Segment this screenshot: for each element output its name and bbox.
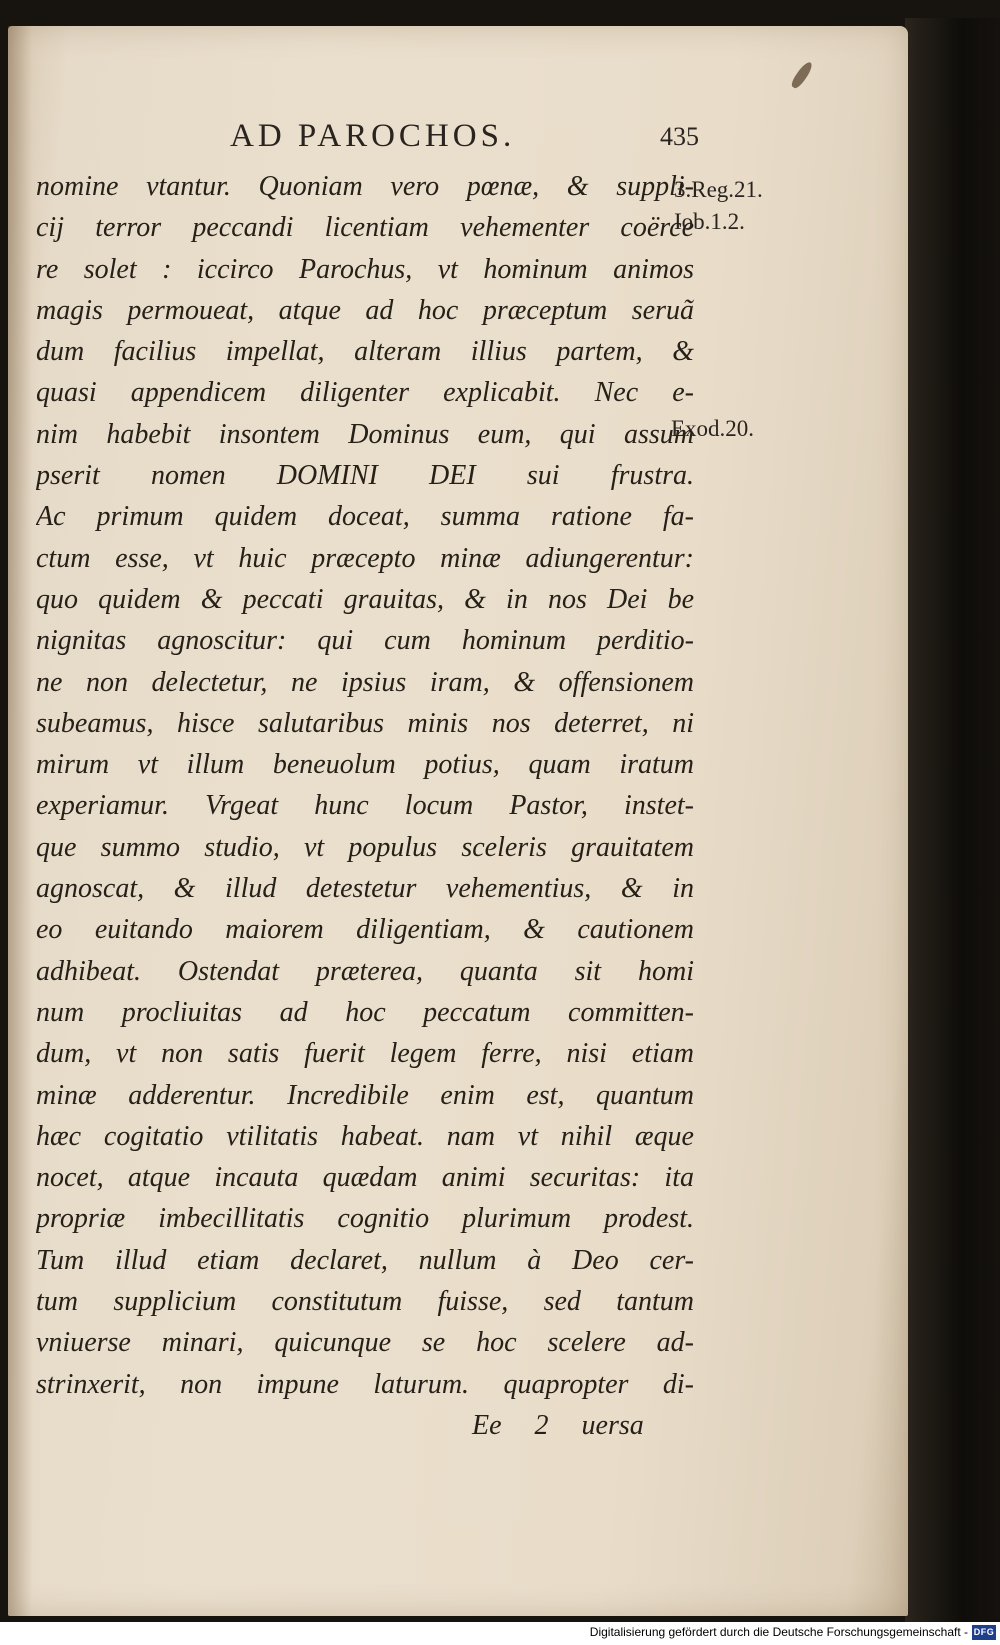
book-cover-edge bbox=[905, 18, 1000, 1622]
text-line: pserit nomen DOMINI DEI sui frustra. bbox=[36, 460, 694, 492]
running-head: AD PAROCHOS. bbox=[230, 118, 516, 154]
text-line: ctum esse, vt huic præcepto minæ adiungerentur: bbox=[36, 542, 694, 574]
funding-credit: Digitalisierung gefördert durch die Deutsche Forschungsgemeinschaft - bbox=[589, 1625, 968, 1639]
text-line: nim habebit insontem Dominus eum, qui assum bbox=[36, 418, 694, 450]
text-line: magis permoueat, atque ad hoc præceptum seruã bbox=[36, 294, 694, 326]
text-line: quo quidem & peccati grauitas, & in nos Dei be bbox=[36, 583, 694, 615]
text-line: Tum illud etiam declaret, nullum à Deo cer- bbox=[36, 1244, 694, 1276]
text-line: nignitas agnoscitur: qui cum hominum perditio- bbox=[36, 625, 694, 657]
text-line: mirum vt illum beneuolum potius, quam iratum bbox=[36, 749, 694, 781]
text-line: agnoscat, & illud detestetur vehementius, & in bbox=[36, 873, 694, 905]
dfg-logo: DFG bbox=[972, 1625, 996, 1640]
text-line: nomine vtantur. Quoniam vero pœnæ, & suppli- bbox=[36, 171, 694, 202]
text-line: dum, vt non satis fuerit legem ferre, nisi etiam bbox=[36, 1038, 694, 1070]
text-line: propriæ imbecillitatis cognitio plurimum prodest. bbox=[36, 1203, 694, 1235]
text-line: minæ adderentur. Incredibile enim est, quantum bbox=[36, 1079, 694, 1111]
page-gutter-shadow bbox=[8, 26, 32, 1616]
margin-note-reference: Exod.20. bbox=[671, 416, 755, 441]
margin-note-reference: Iob.1.2. bbox=[674, 209, 745, 234]
body-text bbox=[36, 166, 694, 1446]
text-line: nocet, atque incauta quædam animi securitas: ita bbox=[36, 1162, 694, 1194]
text-line: num procliuitas ad hoc peccatum committen- bbox=[36, 996, 694, 1028]
text-line: que summo studio, vt populus sceleris grauitatem bbox=[36, 831, 694, 863]
text-line: subeamus, hisce salutaribus minis nos deterret, ni bbox=[36, 707, 694, 739]
text-line: Ac primum quidem doceat, summa ratione fa- bbox=[36, 501, 694, 533]
text-line: quasi appendicem diligenter explicabit. Nec e- bbox=[36, 377, 694, 409]
text-line: experiamur. Vrgeat hunc locum Pastor, instet- bbox=[36, 790, 694, 822]
text-line: eo euitando maiorem diligentiam, & cautionem bbox=[36, 914, 694, 946]
text-line: cij terror peccandi licentiam vehementer coërce bbox=[36, 212, 694, 244]
text-line: adhibeat. Ostendat præterea, quanta sit homi bbox=[36, 955, 694, 987]
catchword-line: Ee 2 uersa bbox=[472, 1409, 644, 1441]
text-line: dum facilius impellat, alteram illius partem, & bbox=[36, 336, 694, 368]
text-line: tum supplicium constitutum fuisse, sed tantum bbox=[36, 1286, 694, 1318]
text-line: vniuerse minari, quicunque se hoc scelere ad- bbox=[36, 1327, 694, 1359]
page-number: 435 bbox=[660, 122, 699, 151]
book-page bbox=[8, 26, 908, 1616]
text-line: strinxerit, non impune laturum. quapropter di- bbox=[36, 1368, 694, 1400]
page-header bbox=[208, 118, 728, 166]
margin-note-reference: 3.Reg.21. bbox=[674, 177, 763, 202]
footer-bar bbox=[0, 1622, 1000, 1645]
text-line: ne non delectetur, ne ipsius iram, & offensionem bbox=[36, 666, 694, 698]
text-line: hæc cogitatio vtilitatis habeat. nam vt nihil æque bbox=[36, 1120, 694, 1152]
text-line: re solet : iccirco Parochus, vt hominum animos bbox=[36, 253, 694, 285]
